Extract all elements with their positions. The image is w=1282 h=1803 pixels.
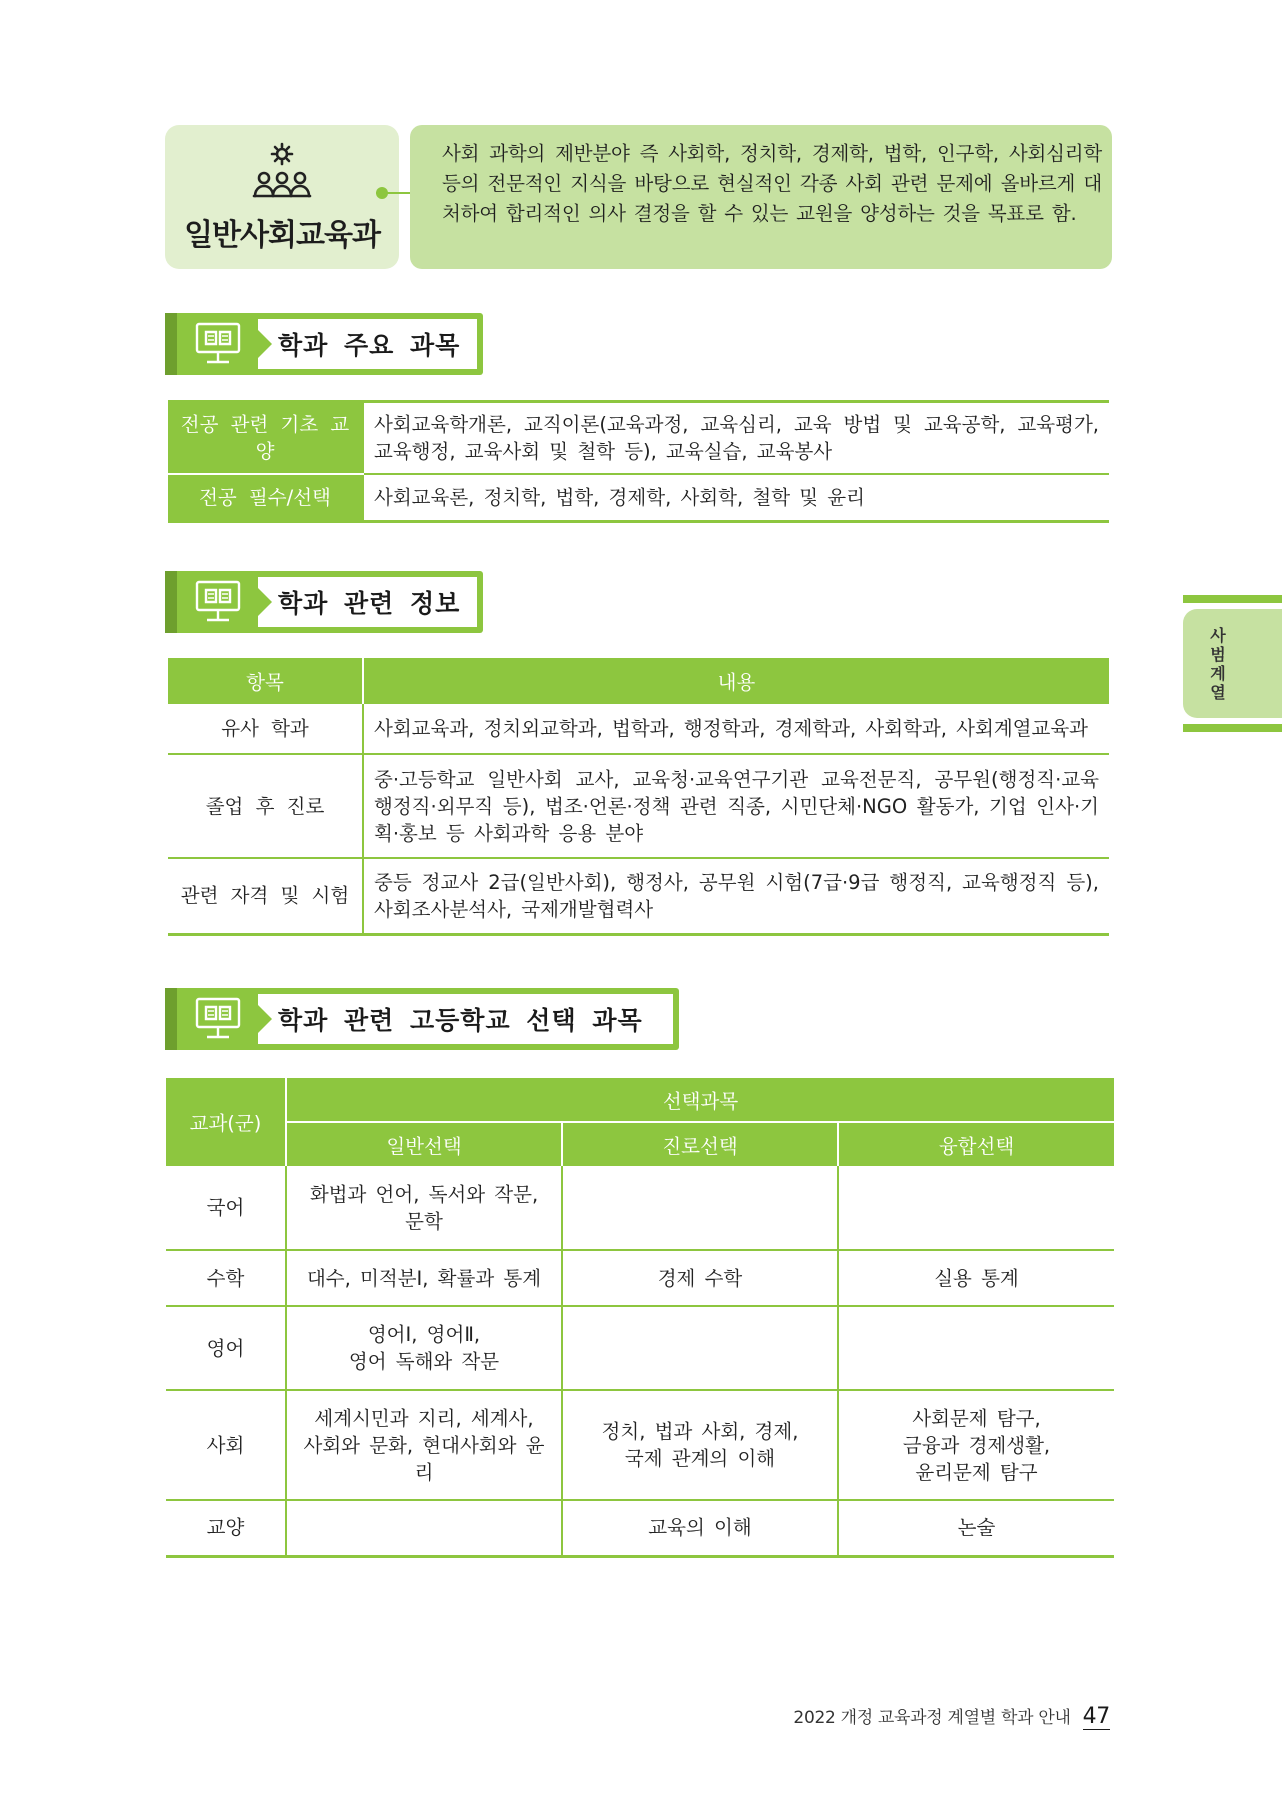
row-label: 관련 자격 및 시험: [180, 884, 350, 908]
major-courses-table: [168, 400, 1109, 523]
table-subheader-row: [166, 1122, 1114, 1166]
cell-line: 영어 독해와 작문: [348, 1350, 500, 1373]
fusion-cell: [838, 1500, 1114, 1556]
career-cell: [562, 1250, 838, 1306]
column-header-subject: 교과(군): [166, 1078, 286, 1166]
table-row: [168, 402, 1109, 474]
row-value: 중·고등학교 일반사회 교사, 교육청·교육연구기관 교육전문직, 공무원(행정직·교육행정직·외무직 등), 법조·언론·정책 관련 직종, 시민단체·NGO 활동가, 기업 인사·기획·홍보 등 사회과학 응용 분야: [363, 754, 1109, 858]
side-tab-char: 범: [1210, 645, 1226, 664]
page-footer: [793, 1703, 1110, 1730]
column-header: 항목: [168, 658, 363, 704]
cell-line: 사회와 문화, 현대사회와 윤리: [303, 1433, 545, 1484]
cell-line: 세계시민과 지리, 세계사,: [314, 1406, 534, 1430]
subject-cell: 영어: [166, 1306, 286, 1390]
section-title-text: 학과 관련 고등학교 선택 과목: [278, 1006, 643, 1035]
general-cell: [286, 1390, 562, 1500]
subject-cell: 국어: [166, 1166, 286, 1250]
column-header-career: 진로선택: [562, 1122, 838, 1166]
side-tab-char: 계: [1210, 664, 1226, 683]
row-label: 전공 관련 기초 교양: [168, 402, 363, 474]
side-tab-char: 사: [1210, 626, 1226, 645]
row-label: 유사 학과: [168, 704, 363, 754]
connector-dot: [376, 187, 388, 199]
table-row: [166, 1250, 1114, 1306]
table-row: [168, 474, 1109, 522]
page-number: 47: [1082, 1704, 1110, 1729]
footer-text: 2022 개정 교육과정 계열별 학과 안내: [793, 1708, 1071, 1728]
career-cell: [562, 1500, 838, 1556]
side-tab-bottom-bar: [1183, 724, 1282, 732]
career-cell: [562, 1166, 838, 1250]
section-title-related-info: [165, 571, 483, 633]
side-tab[interactable]: [1183, 609, 1282, 718]
cell-line: 영어Ⅰ, 영어Ⅱ,: [367, 1323, 481, 1346]
table-row: [168, 858, 1109, 934]
fusion-cell: [838, 1166, 1114, 1250]
department-description: 사회 과학의 제반분야 즉 사회학, 정치학, 경제학, 법학, 인구학, 사회심리학 등의 전문적인 지식을 바탕으로 현실적인 각종 사회 관련 문제에 올바르게 대처하여 합리적인 의사 결정을 할 수 있는 교원을 양성하는 것을 목표로 함.: [410, 125, 1112, 269]
table-row: [168, 754, 1109, 858]
cell-line: 사회문제 탐구,: [912, 1406, 1041, 1430]
section-title-text: 학과 관련 정보: [278, 589, 461, 618]
cell-line: 경제 수학: [657, 1266, 743, 1290]
section-title-hs-courses: [165, 988, 679, 1050]
general-cell: [286, 1166, 562, 1250]
table-row: [166, 1306, 1114, 1390]
subject-cell: 사회: [166, 1390, 286, 1500]
career-cell: [562, 1306, 838, 1390]
cell-line: 문학: [405, 1209, 443, 1233]
row-label: 전공 필수/선택: [168, 474, 363, 522]
row-value: 중등 정교사 2급(일반사회), 행정사, 공무원 시험(7급·9급 행정직, 교육행정직 등), 사회조사분석사, 국제개발협력사: [363, 858, 1109, 934]
fusion-cell: [838, 1390, 1114, 1500]
cell-line: 실용 통계: [934, 1266, 1019, 1290]
row-value: 사회교육학개론, 교직이론(교육과정, 교육심리, 교육 방법 및 교육공학, 교육평가, 교육행정, 교육사회 및 철학 등), 교육실습, 교육봉사: [363, 402, 1109, 474]
side-tab-top-bar: [1183, 595, 1282, 603]
row-value: 사회교육론, 정치학, 법학, 경제학, 사회학, 철학 및 윤리: [363, 474, 1109, 522]
column-header-group: 선택과목: [286, 1078, 1114, 1122]
table-header-row: [168, 658, 1109, 704]
cell-line: 논술: [957, 1516, 996, 1540]
column-header-fusion: 융합선택: [838, 1122, 1114, 1166]
general-cell: [286, 1500, 562, 1556]
column-header-general: 일반선택: [286, 1122, 562, 1166]
cell-line: 대수, 미적분Ⅰ, 확률과 통계: [306, 1266, 542, 1290]
monitor-book-icon: [195, 997, 241, 1041]
row-label: 졸업 후 진로: [168, 754, 363, 858]
subject-cell: 수학: [166, 1250, 286, 1306]
table-row: [166, 1500, 1114, 1556]
table-row: [166, 1390, 1114, 1500]
monitor-book-icon: [195, 580, 241, 624]
table-header-row: [166, 1078, 1114, 1122]
people-gear-icon: [250, 140, 314, 204]
subject-cell: 교양: [206, 1516, 245, 1540]
cell-line: 국제 관계의 이해: [624, 1447, 776, 1470]
related-info-table: [168, 658, 1109, 936]
career-cell: [562, 1390, 838, 1500]
hs-courses-table: [166, 1078, 1114, 1558]
table-row: [166, 1166, 1114, 1250]
side-tab-label: [1205, 626, 1231, 702]
monitor-book-icon: [195, 322, 241, 366]
fusion-cell: [838, 1250, 1114, 1306]
fusion-cell: [838, 1306, 1114, 1390]
cell-line: 금융과 경제생활,: [902, 1433, 1051, 1457]
general-cell: [286, 1306, 562, 1390]
cell-line: 화법과 언어, 독서와 작문,: [309, 1182, 539, 1206]
cell-line: 교육의 이해: [648, 1516, 752, 1540]
side-tab-char: 열: [1210, 683, 1226, 702]
cell-line: 정치, 법과 사회, 경제,: [601, 1420, 799, 1443]
department-card: [165, 125, 399, 269]
table-row: [168, 704, 1109, 754]
row-value: 사회교육과, 정치외교학과, 법학과, 행정학과, 경제학과, 사회학과, 사회계열교육과: [363, 704, 1109, 754]
department-name: 일반사회교육과: [184, 218, 380, 253]
section-title-text: 학과 주요 과목: [278, 331, 461, 360]
section-title-major-courses: [165, 313, 483, 375]
column-header: 내용: [363, 658, 1109, 704]
cell-line: 윤리문제 탐구: [915, 1460, 1038, 1484]
general-cell: [286, 1250, 562, 1306]
